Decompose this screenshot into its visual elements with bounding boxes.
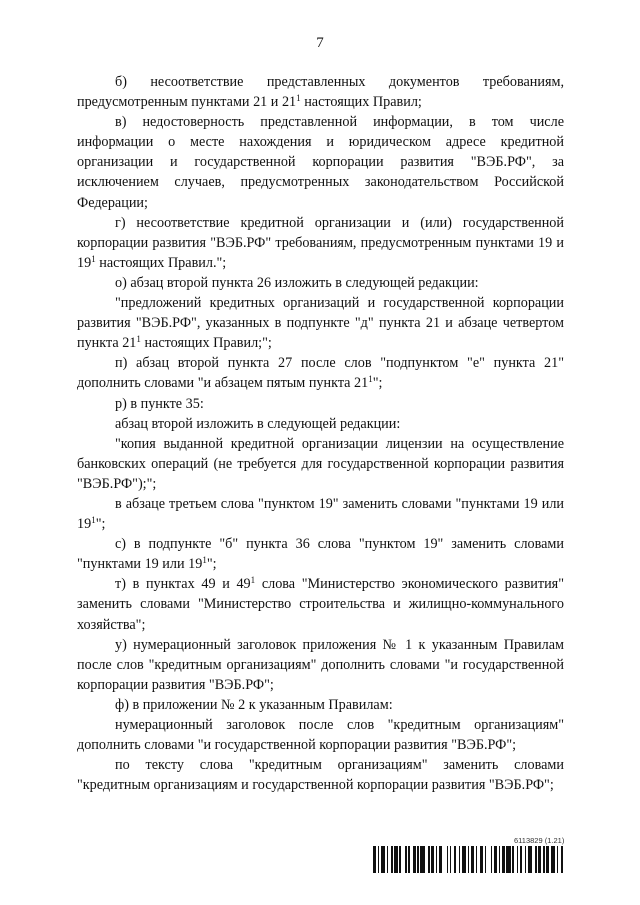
paragraph-text: г) несоответствие кредитной организации и (или) государственной корпорации развития "ВЭБ.РФ" требованиям, предусмотренным пунктами 19 и 19	[77, 214, 564, 271]
superscript: 1	[91, 253, 96, 264]
paragraph-text: абзац второй изложить в следующей редакции:	[115, 415, 401, 432]
barcode-image	[373, 846, 565, 873]
document-body	[77, 72, 564, 795]
paragraph	[77, 574, 564, 634]
paragraph-text: слова "Министерство экономического развития" заменить словами "Министерство строительства и жилищно-коммунального хозяйства";	[77, 576, 564, 633]
paragraph-text: п) абзац второй пункта 27 после слов "подпунктом "е" пункта 21" дополнить словами "и абзацем пятым пункта 21	[77, 355, 564, 392]
paragraph	[77, 293, 564, 353]
superscript: 1	[368, 374, 373, 385]
paragraph-text: настоящих Правил;";	[140, 335, 272, 352]
paragraph	[77, 715, 564, 755]
paragraph-text: т) в пунктах 49 и 49	[115, 576, 251, 593]
paragraph-text: нумерационный заголовок после слов "кредитным организациям" дополнить словами "и государственной корпорации развития "ВЭБ.РФ";	[77, 717, 564, 754]
paragraph-text: "предложений кредитных организаций и государственной корпорации развития "ВЭБ.РФ", указанных в подпункте "д" пункта 21 и абзаце четвертом пункта 21	[77, 295, 564, 352]
paragraph	[77, 353, 564, 393]
barcode-number: 6113829 (1.21)	[514, 836, 565, 845]
superscript: 1	[136, 334, 141, 345]
paragraph-text: ";	[95, 516, 106, 533]
barcode-bar	[563, 846, 565, 873]
paragraph-text: настоящих Правил.";	[95, 254, 227, 271]
paragraph-text: с) в подпункте "б" пункта 36 слова "пунктом 19" заменить словами "пунктами 19 или 19	[77, 536, 564, 573]
paragraph-text: б) несоответствие представленных документов требованиям, предусмотренным пунктами 21 и 21	[77, 74, 564, 111]
paragraph-text: р) в пункте 35:	[115, 395, 204, 412]
paragraph	[77, 414, 564, 434]
paragraph-text: ";	[206, 556, 217, 573]
paragraph-text: в) недостоверность представленной информации, в том числе информации о месте нахождения и юридическом адресе кредитной организации и государственной корпорации развития "ВЭБ.РФ", за исключением случаев, предусмотренных законодательством Российской Федерации;	[77, 114, 564, 211]
paragraph	[77, 394, 564, 414]
superscript: 1	[202, 555, 207, 566]
paragraph-text: ф) в приложении № 2 к указанным Правилам:	[115, 696, 393, 713]
paragraph	[77, 494, 564, 534]
paragraph	[77, 534, 564, 574]
superscript: 1	[250, 575, 256, 586]
paragraph	[77, 434, 564, 494]
paragraph-text: по тексту слова "кредитным организациям" заменить словами "кредитным организациям и государственной корпорации развития "ВЭБ.РФ";	[77, 757, 564, 794]
paragraph	[77, 755, 564, 795]
superscript: 1	[296, 93, 301, 104]
paragraph-text: у) нумерационный заголовок приложения № 1 к указанным Правилам после слов "кредитным организациям" дополнить словами "и государственной корпорации развития "ВЭБ.РФ";	[77, 636, 564, 693]
page-number: 7	[316, 35, 324, 51]
paragraph	[77, 213, 564, 273]
paragraph	[77, 112, 564, 212]
paragraph-text: "копия выданной кредитной организации лицензии на осуществление банковских операций (не требуется для государственной корпорации развития "ВЭБ.РФ");";	[77, 435, 564, 492]
paragraph-text: ";	[372, 375, 383, 392]
paragraph	[77, 635, 564, 695]
paragraph	[77, 72, 564, 112]
superscript: 1	[91, 515, 96, 526]
paragraph-text: настоящих Правил;	[300, 94, 422, 111]
paragraph-text: в абзаце третьем слова "пунктом 19" заменить словами "пунктами 19 или 19	[77, 495, 564, 533]
paragraph-text: о) абзац второй пункта 26 изложить в следующей редакции:	[115, 274, 479, 291]
paragraph	[77, 273, 564, 293]
paragraph	[77, 695, 564, 715]
